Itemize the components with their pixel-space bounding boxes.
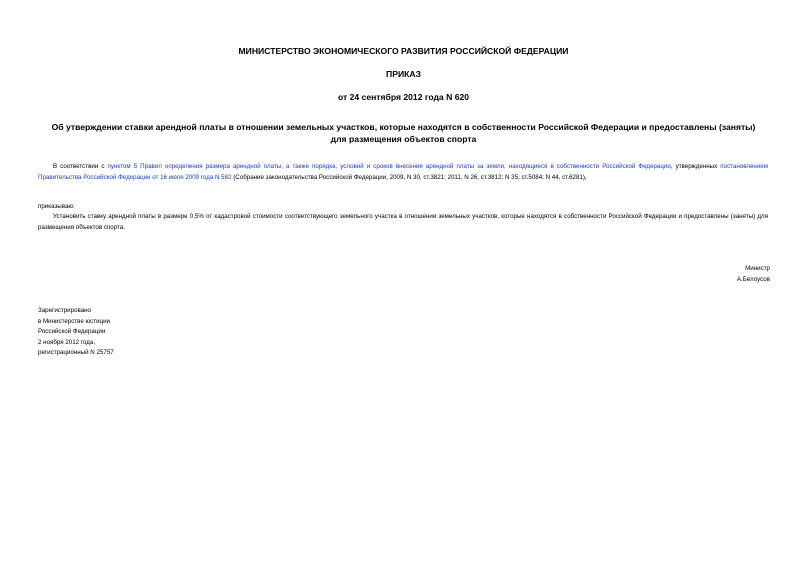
registration-line: регистрационный N 25757	[38, 349, 114, 357]
document-title-line-2: для размещения объектов спорта	[330, 133, 477, 144]
document-type-heading: ПРИКАЗ	[386, 69, 421, 79]
link-government-resolution-582[interactable]: постановлением Правительства Российской Федерации от 16 июля 2009 года N 582	[38, 163, 768, 181]
ministry-heading: МИНИСТЕРСТВО ЭКОНОМИЧЕСКОГО РАЗВИТИЯ РОССИЙСКОЙ ФЕДЕРАЦИИ	[238, 46, 569, 56]
paragraph-basis-mid: , утвержденных	[670, 163, 721, 170]
signature-position: Министр	[745, 265, 770, 272]
paragraph-basis-suffix: (Собрание законодательства Российской Федерации, 2009, N 30, ст.3821; 2011, N 26, ст.3812; N 35, ст.5084; N 44, ст.6281),	[231, 173, 587, 181]
registration-line: 2 ноября 2012 года,	[38, 338, 96, 346]
registration-block	[38, 306, 114, 359]
signature-name: А.Белоусов	[736, 275, 770, 283]
paragraph-basis	[38, 162, 768, 183]
paragraph-basis-prefix: В соответствии с	[53, 163, 108, 170]
paragraph-order-text: Установить ставку арендной платы в размере 0,5% от кадастровой стоимости соответствующего земельного участка в отношении земельных участков, которые находятся в собственности Российской Федерации и предоставлены (заняты) для размещения объектов спорта.	[38, 213, 768, 231]
document-title	[30, 122, 777, 145]
paragraph-order-word: приказываю:	[38, 203, 75, 210]
link-rules-clause-5[interactable]: пунктом 5 Правил определения размера арендной платы, а также порядка, условий и сроков внесения арендной платы за земли, находящиеся в собственности Российской Федерации	[107, 163, 671, 170]
registration-line: Зарегистрировано	[38, 307, 91, 314]
registration-line: Российской Федерации	[38, 328, 106, 336]
registration-line: в Министерстве юстиции	[38, 317, 111, 325]
document-title-line-1: Об утверждении ставки арендной платы в отношении земельных участков, которые находятся в собственности Российской Федерации и предоставлены (заняты)	[51, 122, 756, 132]
signature-block	[737, 264, 770, 285]
document-date: от 24 сентября 2012 года N 620	[337, 92, 470, 102]
